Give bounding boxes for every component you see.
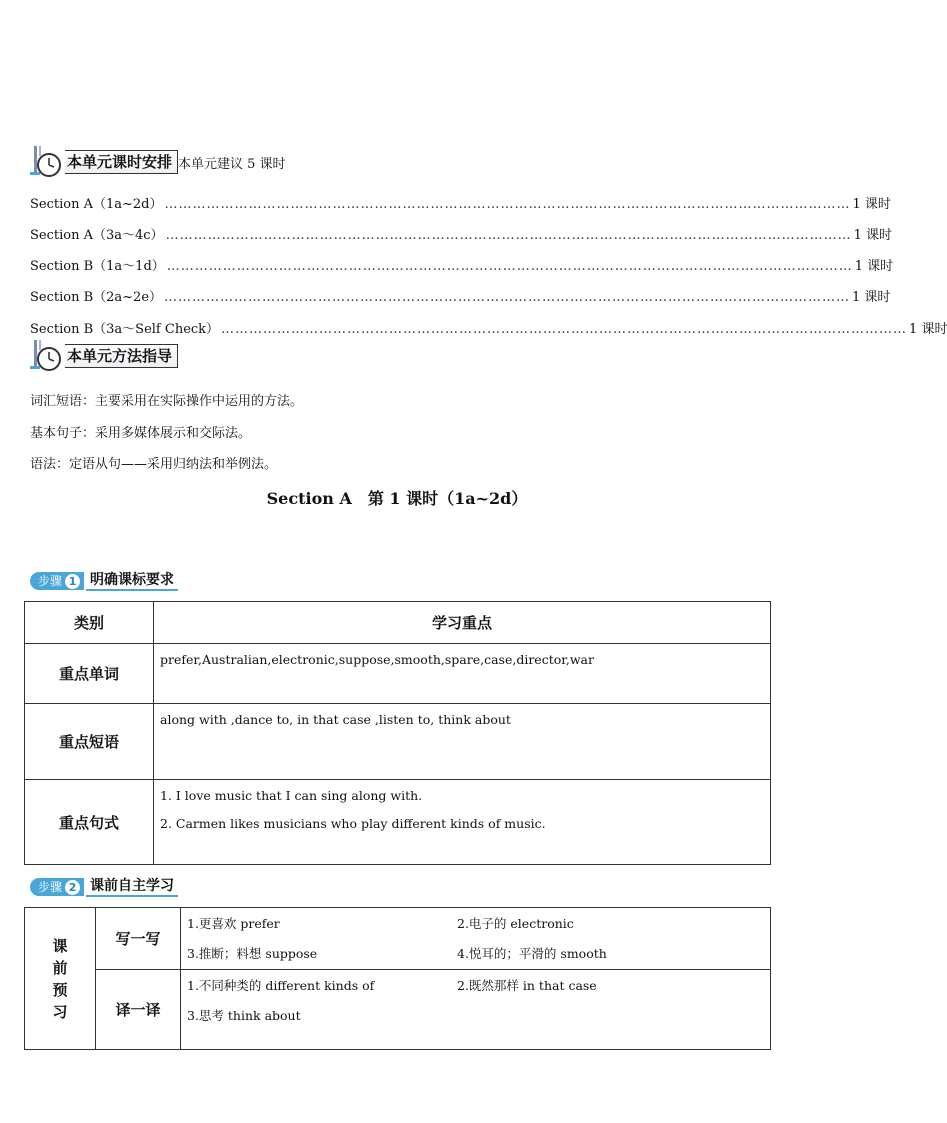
section-label: 译一译 <box>96 970 181 1050</box>
banner-title: 本单元方法指导 <box>65 344 178 368</box>
list-item: 4.悦耳的；平滑的 smooth <box>457 946 607 961</box>
list-item: 2.既然那样 in that case <box>457 978 597 993</box>
table-header: 学习重点 <box>154 602 771 644</box>
table-row: 重点短语 along with ,dance to, in that case ,listen to, think about <box>25 704 771 780</box>
method-line: 基本句子：采用多媒体展示和交际法。 <box>30 426 252 441</box>
clock-icon <box>30 340 64 372</box>
lesson-title: Section A 第 1 课时（1a~2d） <box>266 489 528 508</box>
step-badge: 步骤 2 <box>30 878 84 896</box>
preview-side-label: 课前预习 <box>25 908 96 1050</box>
list-item: 3.思考 think about <box>187 1008 301 1023</box>
table-header: 类别 <box>25 602 154 644</box>
table-row: 重点单词 prefer,Australian,electronic,suppose,smooth,spare,case,director,war <box>25 644 771 704</box>
list-item: 1.更喜欢 prefer <box>187 916 280 931</box>
schedule-row: Section A（3a～4c） ………………………………………………………………………………………………………………………………… 1 课时 <box>30 228 892 243</box>
step-1-heading <box>30 571 178 591</box>
schedule-banner <box>30 150 286 174</box>
step-badge: 步骤 1 <box>30 572 84 590</box>
method-banner <box>30 344 178 368</box>
list-item: 2.电子的 electronic <box>457 916 574 931</box>
table-row: 重点句式 1. I love music that I can sing along with. 2. Carmen likes musicians who play different kinds of music. <box>25 780 771 865</box>
banner-title: 本单元课时安排 <box>65 150 178 174</box>
table-row <box>25 908 771 970</box>
step-2-heading <box>30 877 178 897</box>
list-item: 3.推断；料想 suppose <box>187 946 318 961</box>
step-title: 明确课标要求 <box>86 571 178 591</box>
method-line: 语法：定语从句——采用归纳法和举例法。 <box>30 457 278 472</box>
schedule-note: 本单元建议 5 课时 <box>178 156 286 172</box>
table-row <box>25 970 771 1050</box>
section-label: 写一写 <box>96 908 181 970</box>
schedule-row: Section B（1a～1d） ………………………………………………………………………………………………………………………………… 1 课时 <box>30 259 894 274</box>
schedule-row: Section A（1a~2d） ………………………………………………………………………………………………………………………………… 1 课时 <box>30 197 891 212</box>
method-line: 词汇短语：主要采用在实际操作中运用的方法。 <box>30 394 304 409</box>
schedule-row: Section B（2a~2e） ………………………………………………………………………………………………………………………………… 1 课时 <box>30 290 891 305</box>
preview-table <box>24 907 771 1050</box>
list-item: 1.不同种类的 different kinds of <box>187 978 375 993</box>
schedule-row: Section B（3a～Self Check） ………………………………………………………………………………………………………………………………… 1 课时 <box>30 322 947 337</box>
requirements-table <box>24 601 771 865</box>
step-title: 课前自主学习 <box>86 877 178 897</box>
clock-icon <box>30 146 64 178</box>
list-item <box>457 1006 764 1024</box>
